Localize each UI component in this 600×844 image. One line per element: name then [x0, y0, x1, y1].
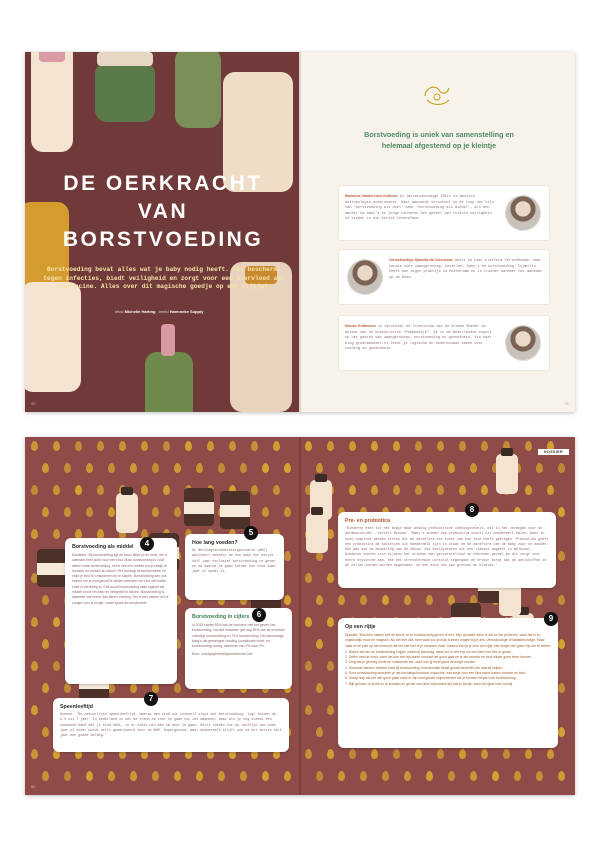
jar-illustration — [95, 62, 155, 122]
milk-drop-decoration — [31, 529, 38, 539]
milk-drop-decoration — [536, 463, 543, 473]
box-number-badge: 5 — [244, 526, 258, 540]
contributor-bio — [345, 194, 495, 223]
magazine-spread-top — [25, 52, 575, 412]
box-title: Borstvoeding als middel — [72, 544, 134, 550]
box-body — [192, 623, 286, 658]
milk-drop-decoration — [305, 441, 312, 451]
box-body: De Wereldgezondheidsorganisatie (WHO) adviseert moeders om hun baby het eerste half jaar exclusief borstvoeding te geven en om daarna te gaan totdat hun kind twee jaar of ouder is. — [192, 549, 276, 575]
milk-drop-decoration — [185, 441, 192, 451]
milk-drop-decoration — [316, 463, 323, 473]
contributor-description: is lactatiekundige IBCLC en medisch antropologie-onderzoeker. Haar aandacht verschoof in de loop der tijd van 'borstvoeding als doel' naar 'borstvoeding als middel', als een manier om baby's en jonge kinderen een gevoel van relaxte veiligheid te bieden in hun eerste levensfase. — [345, 195, 494, 222]
milk-drop-decoration — [251, 441, 258, 451]
milk-drop-decoration — [53, 617, 60, 627]
milk-drop-decoration — [86, 507, 93, 517]
cover-title-line: DE OERKRACHT — [63, 172, 263, 195]
milk-drop-decoration — [558, 771, 565, 781]
milk-drop-decoration — [42, 639, 49, 649]
milk-drop-decoration — [273, 485, 280, 495]
credit-name: Michelle Harting — [124, 309, 156, 314]
box-title: Borstvoeding in cijfers — [192, 614, 250, 620]
bottle-illustration — [145, 352, 193, 412]
milk-drop-decoration — [42, 727, 49, 737]
section-tag: DOSSIER — [538, 449, 569, 455]
bottle-decoration — [116, 493, 138, 533]
milk-drop-decoration — [426, 595, 433, 605]
bottle-cap-illustration — [39, 52, 65, 62]
milk-drop-decoration — [536, 595, 543, 605]
milk-drop-decoration — [53, 529, 60, 539]
list-item: 1. Baby's wil van de borstvoeding krijgen zodra hij kan/mag, maar het is niet erg om een keer een fles te geven. — [345, 649, 513, 654]
milk-drop-decoration — [481, 441, 488, 451]
bottle-illustration — [175, 52, 221, 128]
milk-drop-decoration — [42, 771, 49, 781]
cover-title-line: BORSTVOEDING — [62, 228, 264, 251]
milk-drop-decoration — [459, 749, 466, 759]
box-title: Speenleeftijd — [60, 704, 93, 710]
milk-drop-decoration — [86, 463, 93, 473]
milk-drop-decoration — [42, 507, 49, 517]
milk-drop-decoration — [316, 727, 323, 737]
milk-drop-decoration — [371, 441, 378, 451]
milk-drop-decoration — [53, 441, 60, 451]
milk-drop-decoration — [53, 661, 60, 671]
bottle-cap-decoration — [311, 507, 323, 515]
milk-drop-decoration — [382, 595, 389, 605]
milk-drop-decoration — [305, 705, 312, 715]
contributor-card — [339, 316, 549, 370]
milk-drop-decoration — [316, 683, 323, 693]
milk-drop-decoration — [349, 441, 356, 451]
milk-drop-decoration — [284, 507, 291, 517]
milk-drop-decoration — [327, 529, 334, 539]
milk-drop-decoration — [251, 485, 258, 495]
spine-shadow — [299, 52, 301, 412]
magazine-spread-bottom — [25, 437, 575, 795]
contributor-description: deelt op haar platform VerlosMonker haar kennis over zwangerschap, bevallen, baby's en borstvoeding. Djamilla heeft een eigen praktijk in Rotterdam en is trainer wanneer het aankomt op de Rusa. — [389, 259, 543, 280]
milk-drop-decoration — [470, 463, 477, 473]
bottle-illustration — [31, 52, 73, 152]
info-box — [53, 698, 289, 752]
mother-breastfeeding-icon — [421, 82, 453, 108]
milk-drop-decoration — [75, 485, 82, 495]
milk-drop-decoration — [393, 441, 400, 451]
box-body: 'Kinderen eten tot het begin maar weinig prebiotische voedingsvezels, dit is het vermogen voor de darmbacteriën', vertelt Nienke. 'Baby's vormen hun probiotica vooral uit moedermelk halen, want in onze complexe darmen zitten dit de darmflora een kunst van een luxe heeft gekregen. Prebiotiek geeft een probiotica de bacteriën uit moedermelk zijn in staat om de darmflora van de baby zuur te houden. Dat was ook de bedoeling van de natuur die koolhydraten uit een lidboei omgezet in melkzuur. Kinderen kennen zich tijdens het drinken een geruststellend en tevreden gevoel en dit zorgt voor extra oxytocine aan. Hoe het stresshormoon cortisol tegengaat en ervoor zorgt dat de antistoffen in de cellen kunnen worden opgenomen, en een kind dus kan groeien en bloeien.' — [345, 527, 549, 569]
milk-drop-decoration — [64, 683, 71, 693]
cover-title — [39, 170, 287, 254]
milk-drop-decoration — [492, 771, 499, 781]
milk-drop-decoration — [141, 485, 148, 495]
cover-title-line: VAN — [137, 200, 189, 223]
contributor-name: Nienke Gottenbos — [345, 324, 376, 328]
bottle-cap-decoration — [315, 474, 327, 482]
milk-drop-decoration — [284, 771, 291, 781]
milk-drop-decoration — [218, 463, 225, 473]
list-item: 4. Gezonde darmen hebben baat bij borstvoeding; moedermelk bevat goede bacteriën die daarbij helpen. — [345, 665, 504, 670]
box-number-badge: 7 — [144, 692, 158, 706]
box-number-badge: 8 — [465, 503, 479, 517]
milk-drop-decoration — [371, 749, 378, 759]
list-item: 7. Blijf geloven in jezelf en je lichaam en geniet van deze bijzondere tijd met je kindje, want het gaat snel voorbij. — [345, 681, 514, 686]
milk-drop-decoration — [130, 463, 137, 473]
spine-shadow — [299, 437, 301, 795]
milk-drop-decoration — [426, 771, 433, 781]
milk-drop-decoration — [558, 463, 565, 473]
box-number-badge: 4 — [140, 537, 154, 551]
milk-drop-decoration — [218, 771, 225, 781]
info-box — [185, 534, 284, 600]
milk-drop-decoration — [558, 727, 565, 737]
milk-drop-decoration — [393, 485, 400, 495]
box-body-text: Djamilla: 'Moeders maken zelf de keuze of ze borstvoeding geven of niet. Mijn grootste wens is dat ze het proberen, want het is zo ongelooflijk mooi en magisch. Als het niet lukt, heel vaak zou je hulp kunnen vragen bij je arts, verloskundige of lactatiekundige. Maar vaak is het juist op het moment dat het niet lukt of je ertussen voelt. Daarna kan je je toch een rijtje met dingen die goed zijn om te weten: — [345, 633, 551, 648]
contributor-avatar — [505, 195, 541, 231]
milk-drop-decoration — [284, 463, 291, 473]
milk-drop-decoration — [349, 749, 356, 759]
milk-drop-decoration — [75, 441, 82, 451]
credit-label: tekst — [115, 309, 124, 314]
milk-drop-decoration — [196, 463, 203, 473]
milk-drop-decoration — [207, 441, 214, 451]
contributor-card — [339, 186, 549, 240]
milk-drop-decoration — [558, 507, 565, 517]
milk-drop-decoration — [130, 683, 137, 693]
bottle-cap-decoration — [121, 487, 133, 495]
milk-drop-decoration — [86, 771, 93, 781]
milk-drop-decoration — [64, 507, 71, 517]
contributor-card — [339, 250, 549, 304]
milk-drop-decoration — [327, 573, 334, 583]
milk-drop-decoration — [415, 441, 422, 451]
milk-drop-decoration — [119, 441, 126, 451]
milk-drop-decoration — [360, 595, 367, 605]
bottle-cap-illustration — [161, 324, 175, 356]
milk-drop-decoration — [108, 683, 115, 693]
milk-drop-decoration — [360, 771, 367, 781]
box-source: Bron: voorlopigevoedingsonderzoek.info — [192, 652, 253, 657]
milk-drop-decoration — [31, 749, 38, 759]
box-body — [345, 633, 552, 687]
cover-page — [25, 52, 299, 412]
milk-drop-decoration — [481, 485, 488, 495]
milk-drop-decoration — [108, 463, 115, 473]
milk-drop-decoration — [284, 595, 291, 605]
milk-drop-decoration — [262, 771, 269, 781]
box-number-badge: 9 — [544, 612, 558, 626]
list-item: 6. Vraag hulp als het niet goed gaat, want er zijn veel goede hulpverleners die je kunnen helpen met borstvoeding. — [345, 676, 517, 681]
milk-drop-decoration — [305, 617, 312, 627]
jar-lid-illustration — [97, 52, 153, 66]
contributor-description: is oprichter en frontvrouw van De Groene Moeder en auteur van de boeken/serie "Pompboekje". Ze is de Nederlandse expert op het gebied van zwangerschap, borstvoeding en gezondheid. Via haar blog groenemoeder.nl leest je logische en onderbouwde zaken over voeding en gezondheid. — [345, 325, 492, 352]
box-number-badge: 6 — [252, 608, 266, 622]
box-body: Nienke: 'De natuurlijke speenleeftijd, waarop een kind uit zichzelf stopt met borstvoeding, ligt tussen de 2,5 tot 7 jaar. In Nederland is het de trend om voor te gaan tot zes maanden, maar als je nog steeds een voedende band met je kind hebt, is er niets mis mee om door te gaan. Borst voeden tot de leeftijd van twee jaar of ouder wordt zelfs geadviseerd door de WHO. Supergezond, want moedermelk blijft ook na het eerste half jaar een goede belang.' — [60, 713, 282, 739]
box-title: Op een rijtje — [345, 624, 376, 630]
milk-drop-decoration — [371, 485, 378, 495]
milk-drop-decoration — [558, 683, 565, 693]
contributor-bio — [345, 324, 495, 353]
milk-drop-decoration — [196, 771, 203, 781]
milk-drop-decoration — [525, 485, 532, 495]
milk-drop-decoration — [459, 441, 466, 451]
info-box — [65, 538, 177, 684]
info-box — [338, 512, 556, 588]
milk-drop-decoration — [42, 595, 49, 605]
milk-drop-decoration — [174, 771, 181, 781]
milk-drop-decoration — [305, 749, 312, 759]
milk-drop-decoration — [240, 463, 247, 473]
contributor-avatar — [347, 259, 383, 295]
milk-drop-decoration — [558, 639, 565, 649]
intro-heading: Borstvoeding is uniek van samenstelling en helemaal afgestemd op je kleintje — [364, 130, 514, 150]
milk-drop-decoration — [31, 705, 38, 715]
milk-drop-decoration — [64, 771, 71, 781]
cover-lede: Borstvoeding bevat alles wat je baby nodig heeft. Het beschermt tegen infecties, biedt veiligheid en zorgt voor een overvloed aan oxytocine. Alles over dit magische goedje op een rijtje! — [43, 266, 285, 291]
milk-drop-decoration — [382, 463, 389, 473]
milk-drop-decoration — [141, 441, 148, 451]
jar-label-decoration — [37, 563, 67, 575]
milk-drop-decoration — [31, 661, 38, 671]
milk-drop-decoration — [558, 595, 565, 605]
milk-drop-decoration — [327, 441, 334, 451]
milk-drop-decoration — [448, 771, 455, 781]
jar-label-decoration — [220, 505, 250, 517]
milk-drop-decoration — [349, 485, 356, 495]
milk-drop-decoration — [108, 507, 115, 517]
milk-drop-decoration — [152, 463, 159, 473]
cover-credits — [115, 309, 203, 314]
milk-drop-decoration — [284, 551, 291, 561]
contributor-bio — [389, 258, 543, 281]
spread-left-page — [25, 437, 299, 795]
milk-drop-decoration — [426, 463, 433, 473]
box-title: Hoe lang voeden? — [192, 540, 238, 546]
milk-drop-decoration — [163, 441, 170, 451]
milk-drop-decoration — [360, 463, 367, 473]
milk-drop-decoration — [163, 485, 170, 495]
milk-drop-decoration — [174, 507, 181, 517]
milk-drop-decoration — [382, 771, 389, 781]
contributor-name: Marianne Vandervoen-Koikena — [345, 194, 398, 198]
contributor-name: Verloskundige Djamilla da Conceicao — [389, 258, 453, 262]
milk-drop-decoration — [327, 705, 334, 715]
milk-drop-decoration — [327, 749, 334, 759]
milk-drop-decoration — [338, 595, 345, 605]
milk-drop-decoration — [558, 551, 565, 561]
contributor-avatar — [505, 325, 541, 361]
milk-drop-decoration — [514, 771, 521, 781]
milk-drop-decoration — [437, 749, 444, 759]
jar-label-decoration — [184, 502, 214, 514]
list-item: 2. Oefen met de borst, want het kan een tijd duren voordat het goed gaat en je als moeder en kind elkaar goed leren kennen. — [345, 655, 533, 660]
milk-drop-decoration — [316, 595, 323, 605]
milk-drop-decoration — [415, 485, 422, 495]
milk-drop-decoration — [547, 485, 554, 495]
milk-drop-decoration — [262, 463, 269, 473]
list-item: 3. Zorg dat je genoeg drinkt en voldoende eet, want ook jij moet goed verzorgd worden. — [345, 660, 477, 665]
milk-drop-decoration — [536, 771, 543, 781]
milk-drop-decoration — [393, 749, 400, 759]
box-body-text: In 2018 startte 83% van de moeders met het geven van borstvoeding. Na drie maanden gaf nog 39% van de moeders volledige borstvoeding en 73% borstvoeding. Het percentage baby's dat gemengde voeding (combinatie borst- en borstvoeding) kreeg, varieerde van 2% naar 9%. — [192, 623, 285, 649]
milk-drop-decoration — [31, 485, 38, 495]
box-body: Marianne: 'Bij borstvoeding ligt de focus altijd op de melk, die is uiteraard heel goed voor een kind. Maar borstvoeding is nooit alleen maar borstvoeding, het is ook een middel om je kindje te troosten en contact te maken. Het verlaagt stresshormonen en helpt je kind te ontspannen en te slapen. Borstvoeding kan ook helpen om je kind gerust te stellen wanneer het zich niet lekker voelt of verdrietig is. Ook wordt borstvoeding vaak ingezet als middel om te hechten en veiligheid te bieden. Borstvoeding is daarmee veel meer dan alleen voeding. Het is een manier om te zorgen voor je kindje, zowel fysiek als emotioneel.' — [72, 553, 169, 605]
milk-drop-decoration — [240, 771, 247, 781]
milk-drop-decoration — [547, 749, 554, 759]
milk-drop-decoration — [525, 749, 532, 759]
spread-right-page — [299, 437, 575, 795]
milk-drop-decoration — [316, 771, 323, 781]
milk-drop-decoration — [42, 463, 49, 473]
milk-drop-decoration — [327, 617, 334, 627]
milk-drop-decoration — [174, 463, 181, 473]
milk-drop-decoration — [229, 441, 236, 451]
milk-drop-decoration — [316, 639, 323, 649]
bottle-decoration — [306, 513, 328, 553]
page-number: 92 — [31, 784, 36, 789]
list-item: 5. Door borstvoeding stimuleer je het hechtingshormoon oxytocine, wat zorgt voor een fijne band tussen moeder en kind. — [345, 671, 527, 676]
credit-label: beeld — [158, 309, 169, 314]
milk-drop-decoration — [459, 485, 466, 495]
milk-drop-decoration — [262, 507, 269, 517]
milk-drop-decoration — [97, 485, 104, 495]
milk-drop-decoration — [503, 749, 510, 759]
milk-drop-decoration — [404, 595, 411, 605]
milk-drop-decoration — [470, 771, 477, 781]
milk-drop-decoration — [97, 441, 104, 451]
milk-drop-decoration — [64, 463, 71, 473]
milk-drop-decoration — [448, 463, 455, 473]
milk-drop-decoration — [338, 771, 345, 781]
milk-drop-decoration — [404, 463, 411, 473]
milk-drop-decoration — [415, 749, 422, 759]
bottle-cap-decoration — [501, 448, 513, 456]
bottle-illustration — [25, 282, 81, 392]
milk-drop-decoration — [42, 683, 49, 693]
milk-drop-decoration — [437, 441, 444, 451]
info-box — [185, 608, 292, 689]
milk-drop-decoration — [53, 485, 60, 495]
credit-name: Hannneke Supply — [169, 309, 204, 314]
milk-drop-decoration — [404, 771, 411, 781]
milk-drop-decoration — [327, 661, 334, 671]
milk-drop-decoration — [31, 441, 38, 451]
milk-drop-decoration — [130, 771, 137, 781]
milk-drop-decoration — [273, 441, 280, 451]
milk-drop-decoration — [305, 661, 312, 671]
milk-drop-decoration — [31, 617, 38, 627]
milk-drop-decoration — [305, 573, 312, 583]
intro-page — [299, 52, 575, 412]
milk-drop-decoration — [481, 749, 488, 759]
milk-drop-decoration — [437, 485, 444, 495]
milk-drop-decoration — [525, 441, 532, 451]
milk-drop-decoration — [152, 507, 159, 517]
box-title: Pre- en probiotica — [345, 518, 391, 524]
page-number: 90 — [31, 401, 36, 406]
milk-drop-decoration — [174, 683, 181, 693]
list-items — [345, 650, 552, 687]
info-box — [338, 618, 558, 748]
milk-drop-decoration — [338, 463, 345, 473]
milk-drop-decoration — [108, 771, 115, 781]
milk-drop-decoration — [152, 771, 159, 781]
page-number: 91 — [564, 401, 569, 406]
bottle-decoration — [496, 454, 518, 494]
